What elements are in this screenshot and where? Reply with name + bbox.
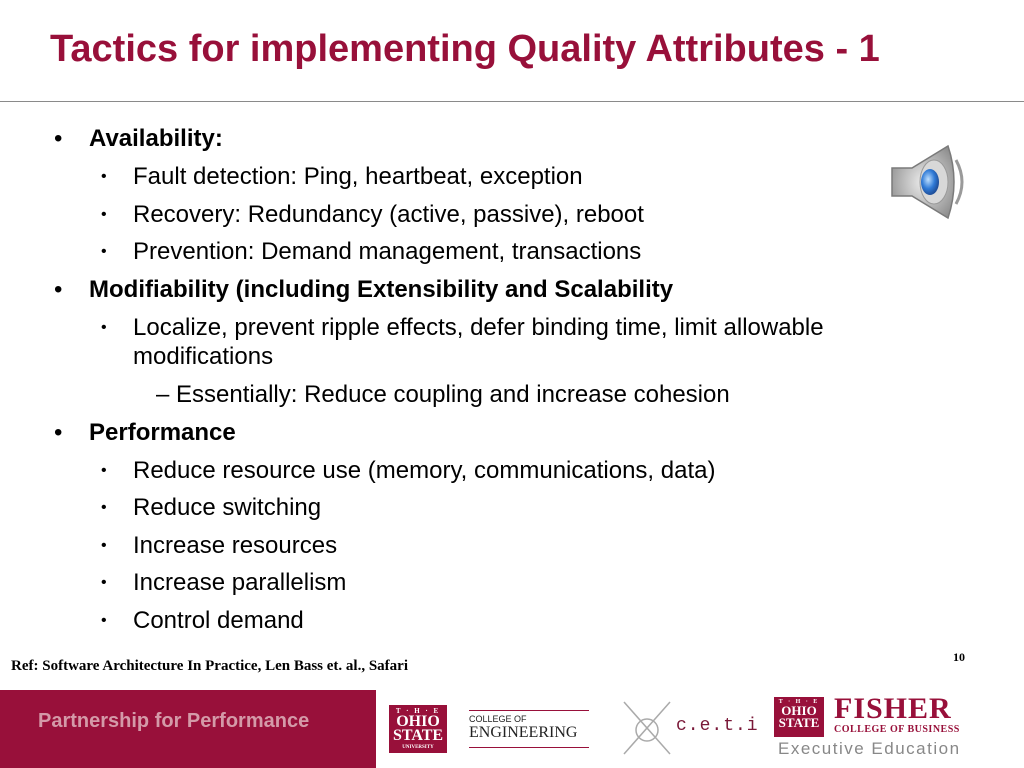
college-of-engineering-logo: [469, 710, 589, 748]
fisher-logo-college: COLLEGE OF BUSINESS: [834, 724, 960, 735]
bullet-text: Prevention: Demand management, transactions: [133, 238, 642, 265]
bullet-text: modifications: [133, 343, 274, 370]
bullet-glyph: •: [54, 419, 63, 446]
coe-logo-small: COLLEGE OF: [469, 714, 527, 724]
osu-logo-small: [774, 697, 824, 737]
bullet-glyph: •: [54, 125, 63, 152]
ceti-mark-icon: [620, 700, 680, 756]
osu-logo-line1: T · H · E: [395, 707, 441, 715]
osu-logo-line3: STATE: [778, 715, 820, 730]
coe-logo-large: ENGINEERING: [469, 724, 578, 741]
reference-note: Ref: Software Architecture In Practice, Len Bass et. al., Safari: [11, 658, 408, 674]
bullet-glyph: •: [101, 499, 107, 516]
slide-title: Tactics for implementing Quality Attributes - 1: [50, 28, 880, 70]
osu-logo-line2: OHIO: [396, 713, 440, 730]
footer-band: [0, 690, 376, 768]
page-number: 10: [953, 650, 965, 664]
bullet-text: Increase parallelism: [133, 569, 347, 596]
bullet-text: Control demand: [133, 607, 304, 634]
ceti-logo-text: c.e.t.i: [676, 716, 759, 736]
bullet-text: Increase resources: [133, 532, 338, 559]
partnership-label: Partnership for Performance: [38, 710, 310, 732]
speaker-icon[interactable]: [886, 142, 972, 222]
bullet-glyph: •: [101, 243, 107, 260]
osu-logo-line4: UNIVERSITY: [402, 745, 434, 750]
bullet-text: Localize, prevent ripple effects, defer binding time, limit allowable: [133, 314, 824, 341]
bullet-heading: Modifiability (including Extensibility and Scalability: [89, 276, 674, 303]
osu-logo: [389, 705, 447, 753]
bullet-text: Reduce resource use (memory, communications, data): [133, 457, 716, 484]
bullet-glyph: •: [101, 462, 107, 479]
bullet-glyph: •: [101, 206, 107, 223]
osu-logo-line2: OHIO: [781, 703, 817, 718]
bullet-glyph: •: [101, 612, 107, 629]
bullet-glyph: •: [54, 276, 63, 303]
fisher-logo-name: FISHER: [834, 692, 952, 725]
bullet-glyph: •: [101, 319, 107, 336]
bullet-text: Recovery: Redundancy (active, passive), reboot: [133, 201, 644, 228]
bullet-glyph: •: [101, 537, 107, 554]
bullet-text: Fault detection: Ping, heartbeat, exception: [133, 163, 583, 190]
bullet-glyph: •: [101, 574, 107, 591]
bullet-text: Reduce switching: [133, 494, 322, 521]
executive-education-label: Executive Education: [778, 739, 961, 758]
title-divider: [0, 101, 1024, 102]
osu-logo-line3: STATE: [392, 727, 444, 744]
bullet-heading: Performance: [89, 419, 236, 446]
sub-bullet-text: – Essentially: Reduce coupling and increase cohesion: [156, 381, 730, 408]
bullet-heading: Availability:: [89, 125, 223, 152]
osu-logo-line1: T · H · E: [778, 699, 820, 705]
bullet-glyph: •: [101, 168, 107, 185]
ceti-logo: [620, 700, 760, 756]
